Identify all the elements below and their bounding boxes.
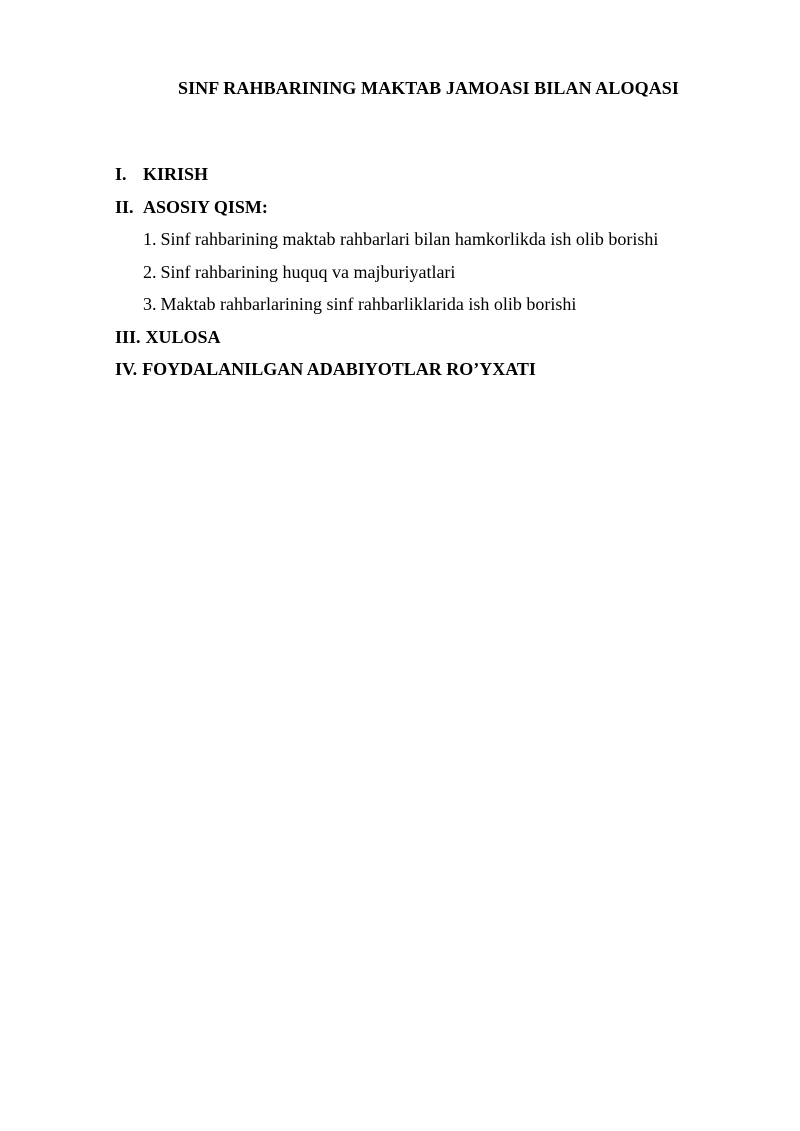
toc-item-label: Sinf rahbarining huquq va majburiyatlari <box>160 261 456 282</box>
toc-item-conclusion <box>115 323 755 356</box>
toc-item-label: ASOSIY QISM: <box>143 196 268 217</box>
toc-item-number: 3. <box>143 294 157 314</box>
toc-item-references <box>115 355 755 388</box>
toc-item-main-part <box>115 193 755 226</box>
toc-item-number: 2. <box>143 261 157 282</box>
toc-item-label: Maktab rahbarlarining sinf rahbarliklarida ish olib borishi <box>160 294 577 314</box>
toc-item-label: Sinf rahbarining maktab rahbarlari bilan hamkorlikda ish olib borishi <box>160 229 659 249</box>
toc-item-label: XULOSA <box>145 326 221 347</box>
toc-item-number: II. <box>115 196 134 217</box>
toc-subitem-3 <box>115 290 755 323</box>
toc-item-number: I. <box>115 164 127 184</box>
toc-item-number: III. <box>115 326 141 347</box>
toc-subitem-2 <box>115 258 755 291</box>
toc-item-number: IV. <box>115 359 138 379</box>
table-of-contents <box>115 160 755 388</box>
toc-item-introduction <box>115 160 755 193</box>
toc-item-label: FOYDALANILGAN ADABIYOTLAR RO’YXATI <box>142 359 536 379</box>
toc-item-number: 1. <box>143 229 157 249</box>
document-title: SINF RAHBARINING MAKTAB JAMOASI BILAN ALOQASI <box>177 78 680 98</box>
toc-item-label: KIRISH <box>143 164 209 184</box>
toc-subitem-1 <box>115 225 755 258</box>
